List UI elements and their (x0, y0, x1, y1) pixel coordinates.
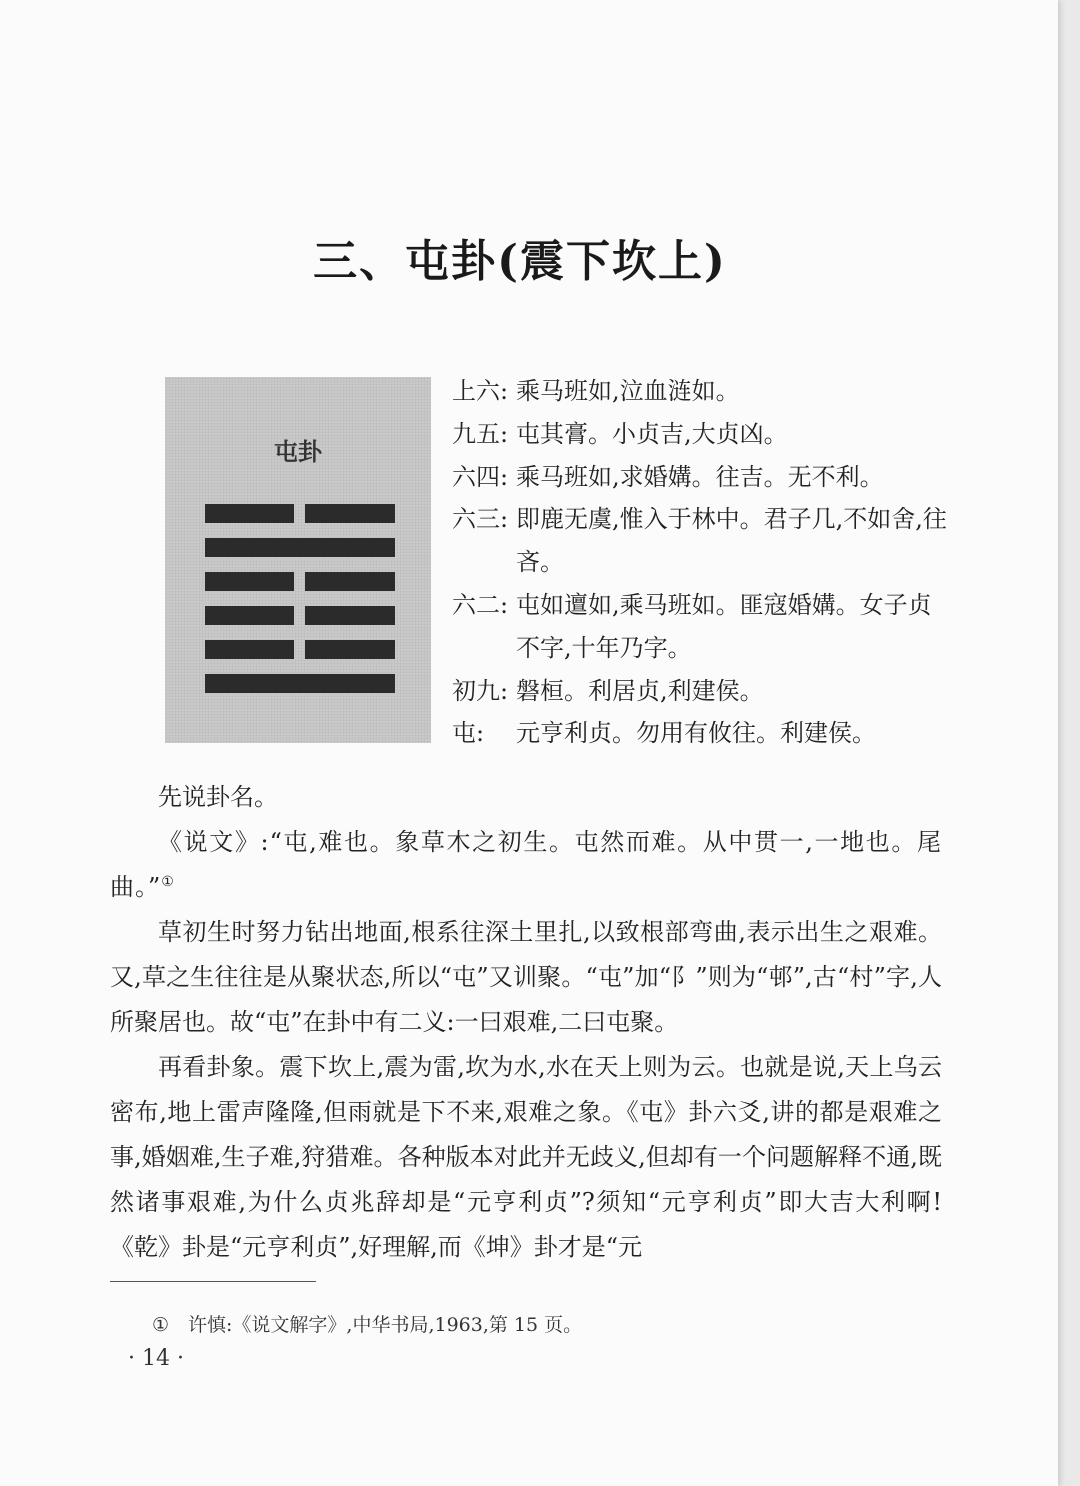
paragraph-quote (110, 820, 942, 910)
footnote-text: 许慎:《说文解字》,中华书局,1963,第 15 页。 (188, 1314, 583, 1336)
quote-text: 《说文》:“屯,难也。象草木之初生。屯然而难。从中贯一,一地也。尾曲。” (110, 828, 942, 901)
yang-line (205, 538, 395, 557)
footnote-divider (110, 1281, 316, 1282)
yao-label: 六二: (452, 590, 509, 619)
yao-label: 六三: (452, 505, 509, 534)
line-segment (205, 640, 294, 659)
paragraph: 先说卦名。 (158, 783, 278, 811)
yao-text: 元亨利贞。勿用有攸往。利建侯。 (516, 719, 876, 748)
chapter-title: 三、屯卦(震下坎上) (313, 236, 727, 287)
yao-text: 即鹿无虞,惟入于林中。君子几,不如舍,往吝。 (516, 505, 947, 577)
line-segment (205, 572, 294, 591)
yao-row (452, 584, 952, 670)
yao-label: 六四: (452, 462, 509, 491)
page-number: · 14 · (128, 1346, 184, 1371)
line-segment (205, 674, 395, 693)
yao-label: 九五: (452, 419, 509, 448)
yao-row (452, 456, 952, 499)
paragraph: 草初生时努力钻出地面,根系往深土里扎,以致根部弯曲,表示出生之艰难。又,草之生往往是从聚状态,所以“屯”又训聚。“屯”加“阝”则为“邨”,古“村”字,人所聚居也。故“屯”在卦中有二义:一曰艰难,二曰屯聚。 (110, 918, 942, 1036)
line-segment (305, 606, 395, 625)
yao-text: 屯其膏。小贞吉,大贞凶。 (516, 419, 788, 448)
yao-text: 屯如邅如,乘马班如。匪寇婚媾。女子贞不字,十年乃字。 (516, 590, 932, 662)
yin-line (205, 572, 395, 591)
yin-line (205, 606, 395, 625)
footnote-ref[interactable]: ① (161, 874, 175, 890)
body-text (110, 775, 942, 1270)
yao-text: 乘马班如,泣血涟如。 (516, 377, 740, 405)
yao-label: 屯: (452, 719, 485, 748)
line-segment (305, 572, 395, 591)
line-segment (305, 504, 395, 523)
yao-row (452, 712, 952, 755)
yin-line (205, 640, 395, 659)
footnote-mark: ① (152, 1314, 170, 1336)
yao-row (452, 413, 952, 456)
yao-text: 磐桓。利居贞,利建侯。 (516, 676, 764, 705)
line-segment (205, 606, 294, 625)
yao-label: 上六: (452, 377, 509, 405)
yao-row (452, 498, 952, 584)
hexagram-figure (165, 377, 431, 743)
line-segment (205, 504, 294, 523)
hexagram-label: 屯卦 (274, 438, 322, 466)
line-segment (305, 640, 395, 659)
yao-text: 乘马班如,求婚媾。往吉。无不利。 (516, 462, 884, 491)
footnote (152, 1310, 582, 1337)
yin-line (205, 504, 395, 523)
yang-line (205, 674, 395, 693)
line-segment (205, 538, 395, 557)
yao-label: 初九: (452, 676, 509, 705)
paragraph: 再看卦象。震下坎上,震为雷,坎为水,水在天上则为云。也就是说,天上乌云密布,地上雷声隆隆,但雨就是下不来,艰难之象。《屯》卦六爻,讲的都是艰难之事,婚姻难,生子难,狩猎难。各种版本对此并无歧义,但却有一个问题解释不通,既然诸事艰难,为什么贞兆辞却是“元亨利贞”?须知“元亨利贞”即大吉大利啊!《乾》卦是“元亨利贞”,好理解,而《坤》卦才是“元 (110, 1053, 942, 1261)
yao-row (452, 670, 952, 713)
hexagram-lines (205, 504, 395, 708)
yao-texts (452, 370, 952, 755)
yao-row (452, 370, 952, 413)
